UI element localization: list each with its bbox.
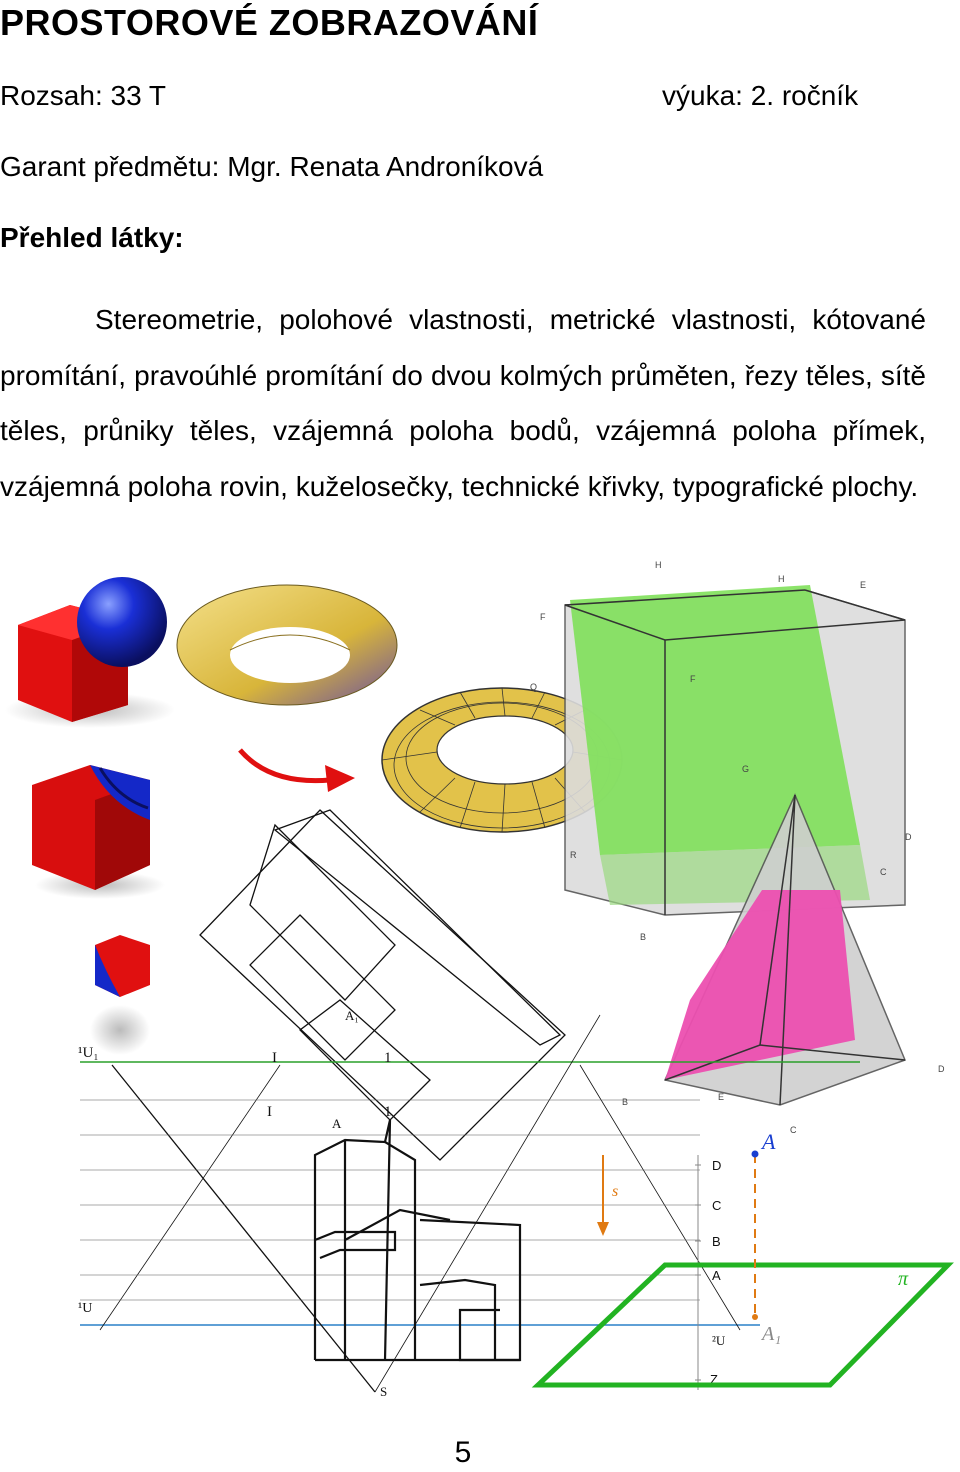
label-point-a: A xyxy=(762,1129,776,1154)
course-guarantor: Garant předmětu: Mgr. Renata Androníková xyxy=(0,151,544,182)
overview-heading: Přehled látky: xyxy=(0,222,184,253)
svg-text:F: F xyxy=(540,612,546,622)
label-a-mid: A xyxy=(332,1116,342,1131)
label-u2: ²U xyxy=(712,1333,726,1348)
svg-text:F: F xyxy=(690,674,696,684)
svg-text:Q: Q xyxy=(530,682,538,692)
svg-text:E: E xyxy=(718,1092,725,1102)
svg-text:D: D xyxy=(938,1064,945,1074)
scale-label-d: D xyxy=(712,1158,722,1173)
plane-projection-diagram xyxy=(538,1129,948,1385)
svg-text:C: C xyxy=(790,1125,797,1135)
scale-label-z: Z xyxy=(710,1372,718,1387)
cube-cut-solid xyxy=(32,765,165,899)
label-u1: ¹U₁ xyxy=(78,1045,99,1061)
svg-text:G: G xyxy=(742,764,750,774)
svg-text:B: B xyxy=(640,932,647,942)
label-i-top: I xyxy=(272,1050,277,1066)
svg-text:R: R xyxy=(570,850,577,860)
overview-text: Stereometrie, polohové vlastnosti, metrické vlastnosti, kótované promítání, pravoúhlé promítání do dvou kolmých průměten, řezy těles, sítě těles, průniky těles, vzájemná poloha bodů, vzájemná poloha přímek, vzájemná poloha rovin, kuželosečky, technické křivky, typografické plochy. xyxy=(0,304,926,502)
label-u-left: ¹U xyxy=(78,1301,93,1316)
cube-fragment-solid xyxy=(90,935,150,1055)
svg-text:B: B xyxy=(622,1097,629,1107)
label-point-a1: A₁ xyxy=(762,1323,782,1345)
label-s-arrow: s xyxy=(612,1183,619,1200)
cube-sphere-solid xyxy=(5,577,175,728)
document-title: PROSTOROVÉ ZOBRAZOVÁNÍ xyxy=(0,2,539,43)
scale-label-b: B xyxy=(712,1234,721,1249)
transform-arrow xyxy=(240,750,355,792)
illustration-collage xyxy=(0,560,960,1430)
page-number: 5 xyxy=(454,1436,472,1469)
label-s: S xyxy=(380,1384,388,1399)
svg-text:D: D xyxy=(905,832,912,842)
label-one-top: 1 xyxy=(384,1050,392,1066)
svg-text:H: H xyxy=(655,560,662,570)
label-i-a: I xyxy=(267,1104,272,1120)
course-scope: Rozsah: 33 T xyxy=(0,80,167,111)
label-a1-small: A₁ xyxy=(345,1008,359,1023)
scale-label-c: C xyxy=(712,1198,722,1213)
svg-text:C: C xyxy=(880,867,887,877)
course-year: výuka: 2. ročník xyxy=(662,80,859,111)
scale-label-a: A xyxy=(712,1268,721,1283)
label-one-a: 1 xyxy=(384,1104,392,1120)
label-pi: π xyxy=(898,1268,909,1290)
torus-smooth xyxy=(177,585,397,705)
svg-text:H: H xyxy=(778,574,785,584)
box-section-diagram xyxy=(530,560,912,942)
projection-arrow-s xyxy=(597,1155,618,1236)
svg-text:E: E xyxy=(860,580,867,590)
